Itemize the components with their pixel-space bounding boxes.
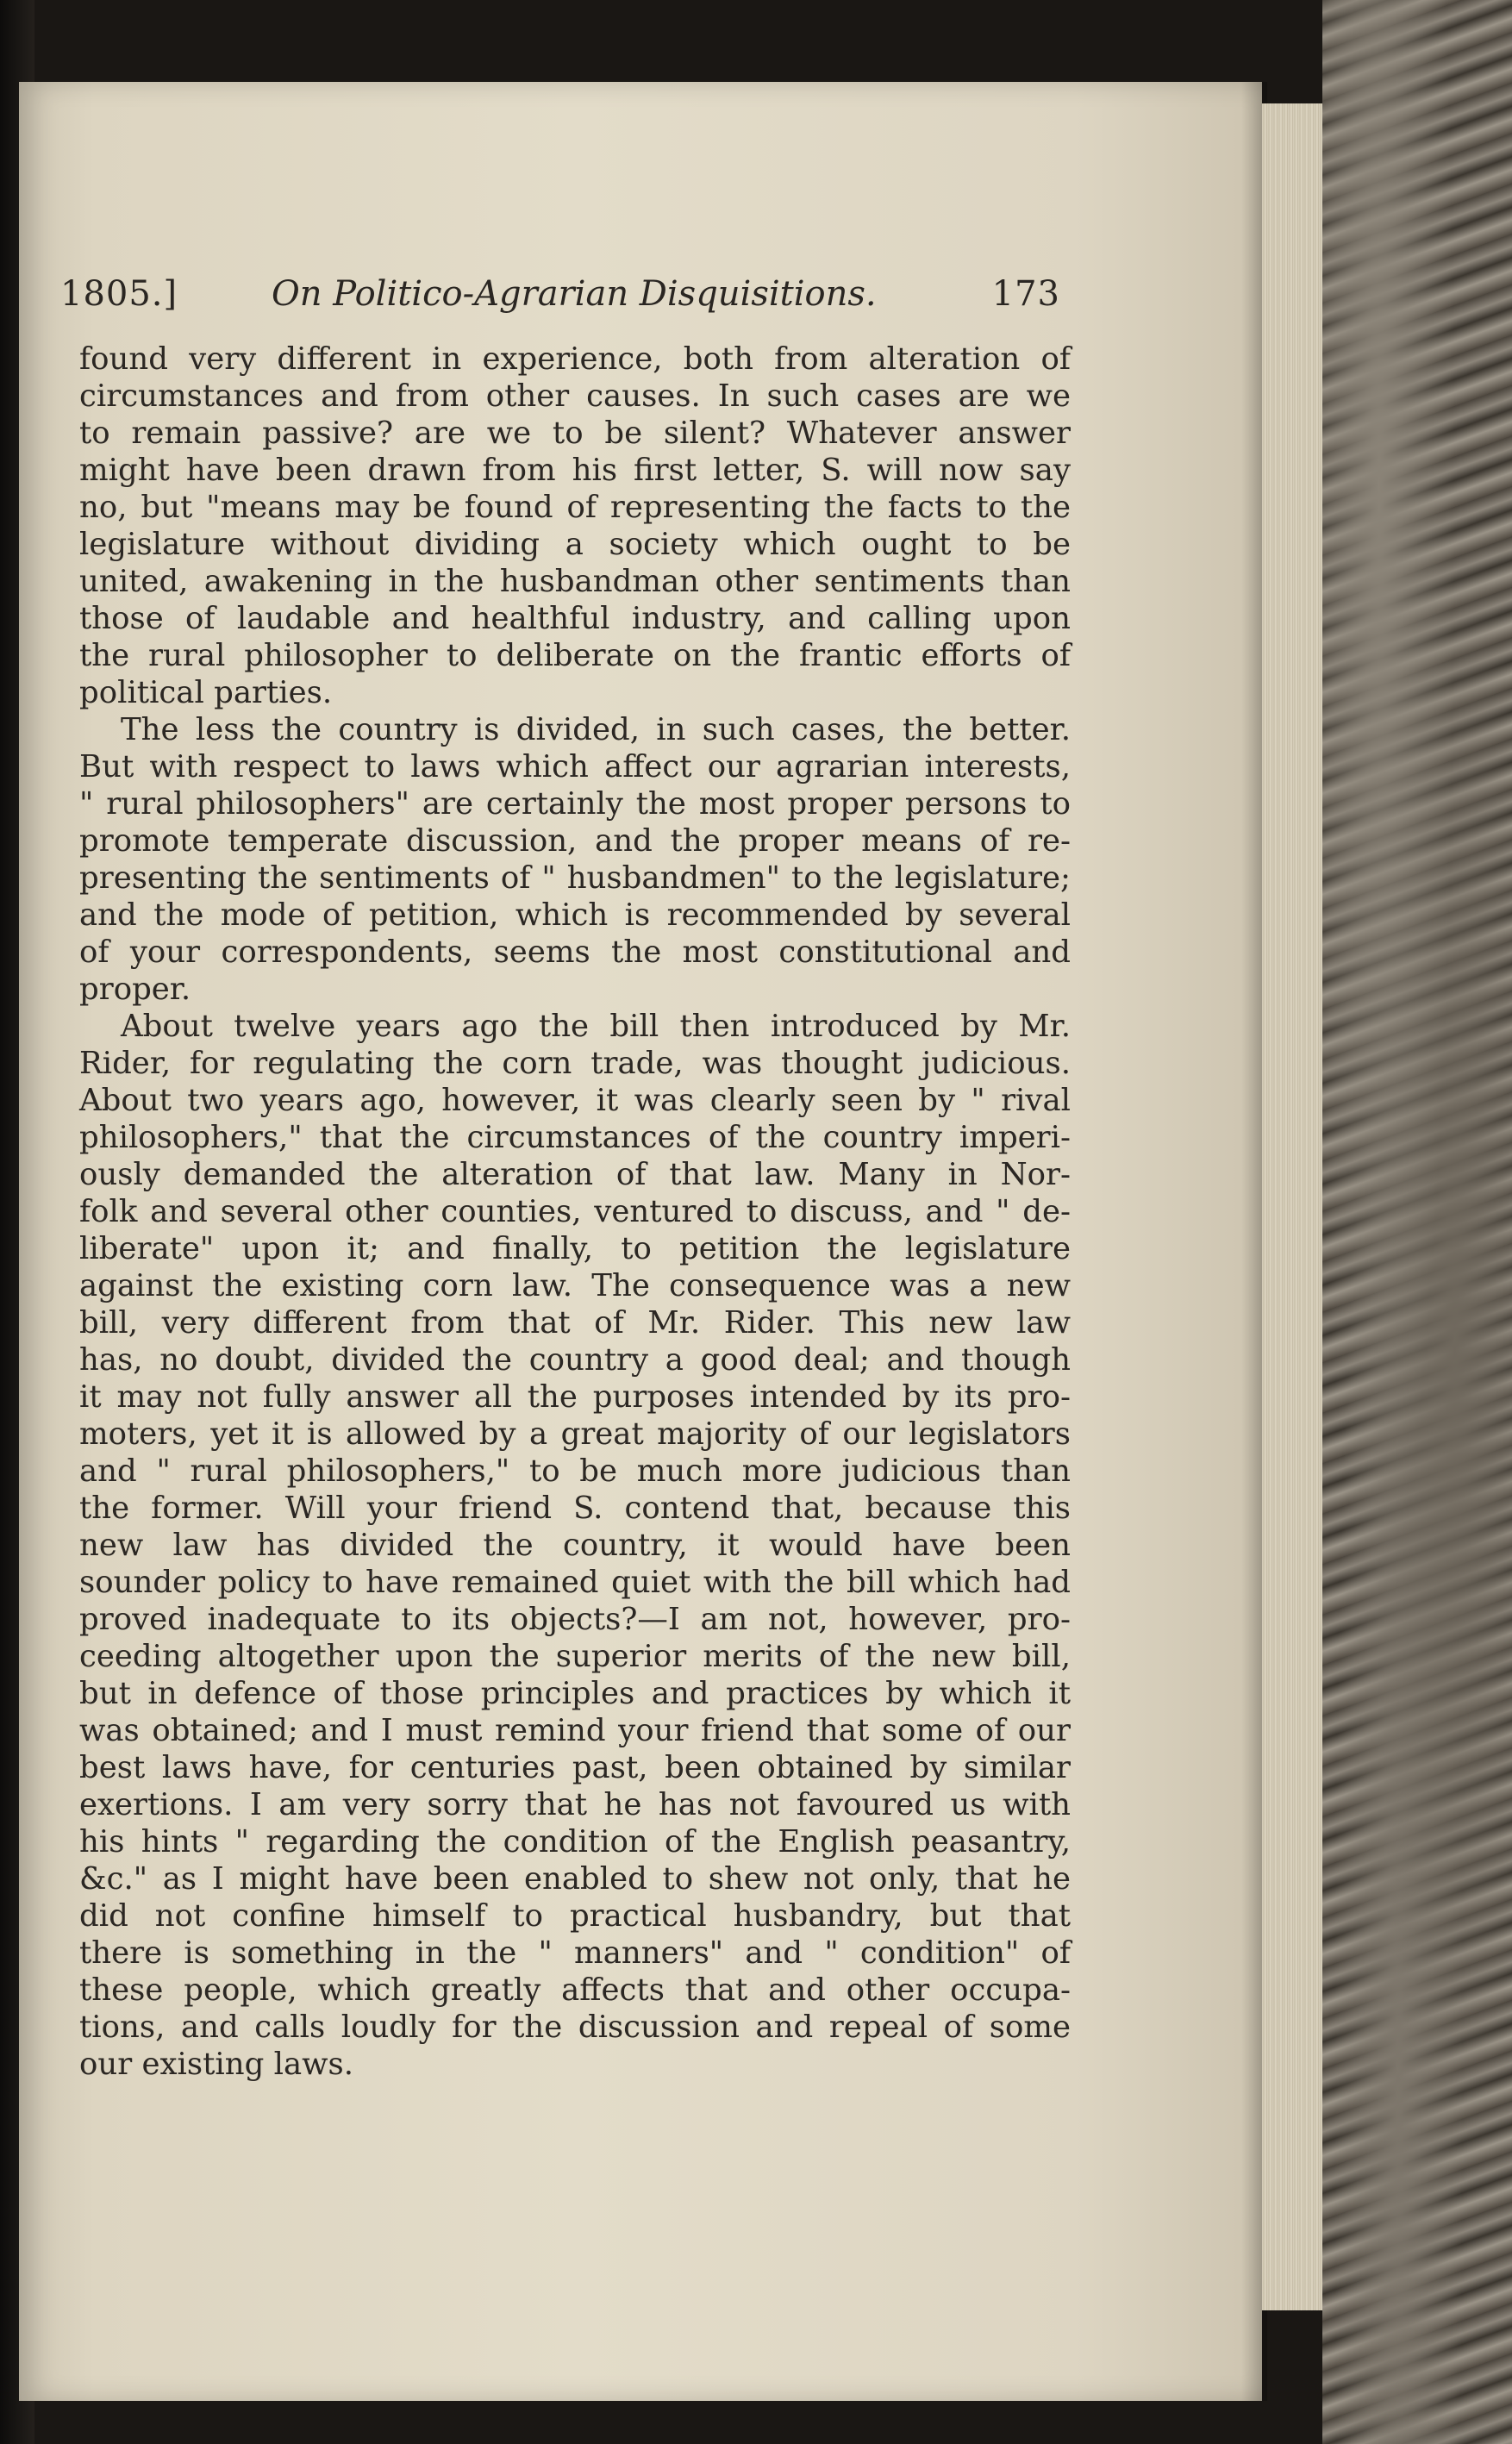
text-line: might have been drawn from his first letter, S. will now say <box>79 453 1071 488</box>
text-line: But with respect to laws which affect our agrarian interests, <box>79 749 1071 784</box>
text-line: those of laudable and healthful industry, and calling upon <box>79 601 1071 636</box>
text-line: new law has divided the country, it would have been <box>79 1528 1071 1563</box>
text-line: legislature without dividing a society which ought to be <box>79 527 1071 562</box>
text-line: united, awakening in the husbandman other sentiments than <box>79 564 1071 599</box>
header-year: 1805.] <box>60 274 178 314</box>
running-header <box>60 274 1060 326</box>
text-line: did not confine himself to practical husbandry, but that <box>79 1898 1071 1934</box>
text-line: and the mode of petition, which is recommended by several <box>79 897 1071 933</box>
text-line: was obtained; and I must remind your friend that some of our <box>79 1713 1071 1748</box>
text-line: ously demanded the alteration of that law. Many in Nor- <box>79 1157 1071 1192</box>
text-line: sounder policy to have remained quiet with the bill which had <box>79 1565 1071 1600</box>
text-line: ceeding altogether upon the superior merits of the new bill, <box>79 1639 1071 1674</box>
text-line: circumstances and from other causes. In such cases are we <box>79 378 1071 414</box>
text-line: The less the country is divided, in such cases, the better. <box>121 712 1071 747</box>
text-line: but in defence of those principles and practices by which it <box>79 1676 1071 1711</box>
body-text <box>79 341 1071 2083</box>
text-line: " rural philosophers" are certainly the most proper persons to <box>79 786 1071 822</box>
text-line: bill, very different from that of Mr. Rider. This new law <box>79 1305 1071 1341</box>
text-line: folk and several other counties, ventured to discuss, and " de- <box>79 1194 1071 1229</box>
text-line: the rural philosopher to deliberate on the frantic efforts of <box>79 638 1071 673</box>
text-line: exertions. I am very sorry that he has not favoured us with <box>79 1787 1071 1822</box>
text-line: has, no doubt, divided the country a good deal; and though <box>79 1342 1071 1378</box>
text-line: no, but "means may be found of representing the facts to the <box>79 490 1071 525</box>
text-line: his hints " regarding the condition of the English peasantry, <box>79 1824 1071 1860</box>
text-line: proved inadequate to its objects?—I am not, however, pro- <box>79 1602 1071 1637</box>
text-line: political parties. <box>79 675 333 710</box>
marbled-cover <box>1322 0 1512 2444</box>
text-line: moters, yet it is allowed by a great majority of our legislators <box>79 1416 1071 1452</box>
text-line: against the existing corn law. The consequence was a new <box>79 1268 1071 1303</box>
text-line: proper. <box>79 972 191 1007</box>
text-line: best laws have, for centuries past, been obtained by similar <box>79 1750 1071 1785</box>
text-line: presenting the sentiments of " husbandmen" to the legislature; <box>79 860 1071 896</box>
running-title: On Politico-Agrarian Disquisitions. <box>272 274 877 314</box>
text-line: our existing laws. <box>79 2047 353 2082</box>
text-line: About two years ago, however, it was clearly seen by " rival <box>79 1083 1071 1118</box>
text-line: and " rural philosophers," to be much more judicious than <box>79 1453 1071 1489</box>
text-line: tions, and calls loudly for the discussion and repeal of some <box>79 2010 1071 2045</box>
text-line: liberate" upon it; and finally, to petition the legislature <box>79 1231 1071 1266</box>
text-line: Rider, for regulating the corn trade, was thought judicious. <box>79 1046 1071 1081</box>
text-line: these people, which greatly affects that and other occupa- <box>79 1972 1071 2008</box>
text-line: the former. Will your friend S. contend that, because this <box>79 1491 1071 1526</box>
text-line: to remain passive? are we to be silent? Whatever answer <box>79 416 1071 451</box>
text-line: promote temperate discussion, and the proper means of re- <box>79 823 1071 859</box>
page-number: 173 <box>991 274 1060 314</box>
text-line: it may not fully answer all the purposes intended by its pro- <box>79 1379 1071 1415</box>
text-line: About twelve years ago the bill then introduced by Mr. <box>121 1009 1071 1044</box>
text-line: there is something in the " manners" and " condition" of <box>79 1935 1071 1971</box>
text-line: found very different in experience, both from alteration of <box>79 341 1071 377</box>
text-line: &c." as I might have been enabled to shew not only, that he <box>79 1861 1071 1897</box>
text-line: philosophers," that the circumstances of the country imperi- <box>79 1120 1071 1155</box>
page-edges <box>1262 103 1322 2310</box>
text-line: of your correspondents, seems the most constitutional and <box>79 934 1071 970</box>
